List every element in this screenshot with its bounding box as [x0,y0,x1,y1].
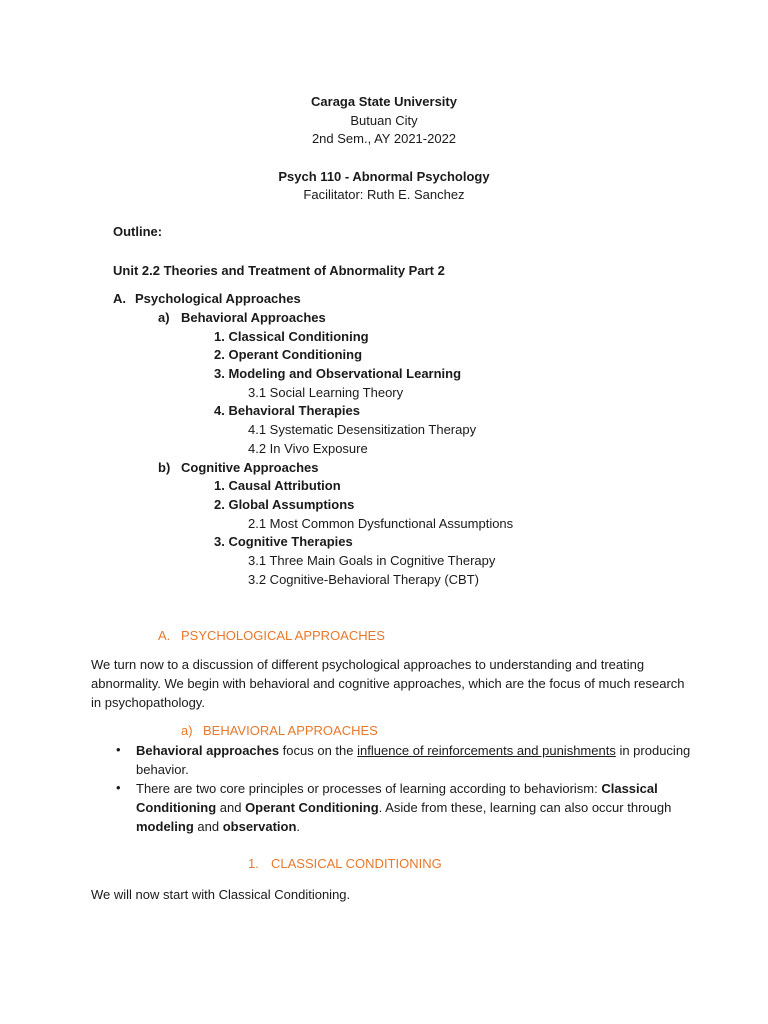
bullet-2-text: There are two core principles or processes of learning according to behaviorism: [136,781,602,796]
bullet-2-bold-2: Conditioning [136,800,217,815]
bullet-2-and-2: and [193,819,223,834]
outline-ab-item-1: 1. Causal Attribution [214,478,341,493]
outline-a-title: Psychological Approaches [135,291,301,306]
outline-ab-item-3: 3. Cognitive Therapies [214,534,353,549]
bullet-2-line-3 [136,818,300,836]
outline-aa-item-4-1: 4.1 Systematic Desensitization Therapy [248,422,477,437]
outline-ab-item-2-1: 2.1 Most Common Dysfunctional Assumptions [248,516,514,531]
section-aa-heading: BEHAVIORAL APPROACHES [203,723,378,738]
outline-ab-item-3-2: 3.2 Cognitive-Behavioral Therapy (CBT) [248,572,479,587]
outline-aa-marker: a) [158,310,170,325]
bullet-2-line-2 [136,799,671,817]
course-title: Psych 110 - Abnormal Psychology [278,169,490,184]
outline-ab-item-2: 2. Global Assumptions [214,497,355,512]
unit-title: Unit 2.2 Theories and Treatment of Abnormality Part 2 [113,263,445,278]
bullet-2-bold-4: modeling [136,819,194,834]
section-a-marker: A. [158,628,171,643]
outline-aa-title: Behavioral Approaches [181,310,326,325]
section-cc-marker: 1. [248,856,259,871]
section-a-heading: PSYCHOLOGICAL APPROACHES [181,628,385,643]
outline-ab-marker: b) [158,460,171,475]
outline-aa-item-1: 1. Classical Conditioning [214,329,369,344]
city: Butuan City [350,113,418,128]
section-a-paragraph-line-3: in psychopathology. [91,695,205,710]
bullet-1-bold: Behavioral approaches [136,743,280,758]
outline-aa-item-4: 4. Behavioral Therapies [214,403,360,418]
outline-ab-title: Cognitive Approaches [181,460,319,475]
section-a-paragraph-line-2: abnormality. We begin with behavioral and cognitive approaches, which are the focus of much research [91,676,685,691]
outline-a-marker: A. [113,291,126,306]
bullet-2-line-1 [136,780,658,798]
bullet-1-line-1 [136,742,690,760]
outline-label: Outline: [113,224,163,239]
section-a-paragraph-line-1: We turn now to a discussion of different psychological approaches to understanding and treating [91,657,645,672]
bullet-2-bold-3: Operant Conditioning [245,800,379,815]
bullet-icon: • [116,780,121,795]
bullet-1-mid: focus on the [279,743,358,758]
outline-aa-item-2: 2. Operant Conditioning [214,347,363,362]
bullet-icon: • [116,742,121,757]
outline-aa-item-3: 3. Modeling and Observational Learning [214,366,462,381]
bullet-2-bold-1: Classical [601,781,658,796]
outline-aa-item-3-1: 3.1 Social Learning Theory [248,385,404,400]
section-cc-paragraph: We will now start with Classical Conditioning. [91,887,351,902]
bullet-1-underline: influence of reinforcements and punishments [357,743,616,758]
university-name: Caraga State University [311,94,457,109]
facilitator: Facilitator: Ruth E. Sanchez [303,187,465,202]
bullet-2-bold-5: observation [222,819,297,834]
semester: 2nd Sem., AY 2021-2022 [311,131,457,146]
bullet-2-and: and [216,800,246,815]
outline-aa-item-4-2: 4.2 In Vivo Exposure [248,441,368,456]
outline-ab-item-3-1: 3.1 Three Main Goals in Cognitive Therapy [248,553,496,568]
bullet-2-period: . [296,819,301,834]
section-aa-marker: a) [181,723,193,738]
bullet-1-line-2: behavior. [136,762,189,777]
bullet-2-rest: . Aside from these, learning can also occur through [378,800,672,815]
bullet-1-end: in producing [615,743,691,758]
section-cc-heading: CLASSICAL CONDITIONING [271,856,442,871]
